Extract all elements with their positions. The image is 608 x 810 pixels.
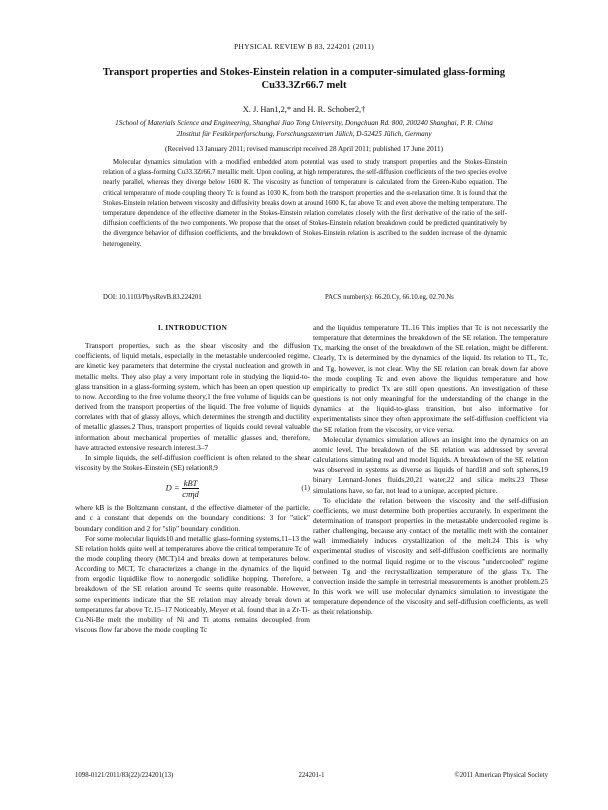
intro-paragraph-5: and the liquidus temperature TL.16 This implies that Tc is not necessarily the temperature that determines the breakdown of the SE relation. The temperature Tx, marking the onset of the breakdown of the SE relation, might be different. Clearly, Tx is determined by the dynamics of the liquid. Its relation to TL, Tc, and Tg, however, is not clear. Why the SE relation can break down far above the mode coupling Tc and even above the liquidus temperature and how empirically to predict Tx are still open questions. An investigation of these questions is not only meaningful for the understanding of the change in the dynamics at the liquid-to-glass transition, but also informative for experimentalists since they often approximate the self-diffusion coefficient via the SE relation from the viscosity, or vice versa. [313, 323, 548, 434]
running-header: PHYSICAL REVIEW B 83, 224201 (2011) [233, 42, 375, 51]
section-heading: I. INTRODUCTION [157, 323, 228, 332]
footer-issn: 1098-0121/2011/83(22)/224201(13) [75, 772, 174, 779]
abstract: Molecular dynamics simulation with a modified embedded atom potential was used to study transport properties and the Stokes-Einstein relation of a glass-forming Cu33.3Zr66.7 metallic melt. Upon cooling, at high temperatures, the self-diffusion coefficients of the two species evolve nearly parallel, whereas they diverge below 1600 K. The viscosity as function of temperature is calculated from the Green-Kubo equation. The critical temperature of mode coupling theory Tc is found as 1030 K, from both the transport properties and the α-relaxation time. It is found that the Stokes-Einstein relation between viscosity and diffusivity breaks down at around 1600 K, far above Tc and even above the melting temperature. The temperature dependence of the effective diameter in the Stokes-Einstein relation correlates closely with the first derivative of the ratio of the self-diffusion coefficients of the two components. We propose that the onset of Stokes-Einstein relation breakdown could be predicted quantitatively by the divergence behavior of diffusion coefficients, and the breakdown of Stokes-Einstein relation is ascribed to the sudden increase of the dynamic heterogeneity. [103, 159, 507, 248]
pacs-numbers: PACS number(s): 66.20.Cy, 66.10.eg, 02.70.Ns [325, 294, 454, 301]
intro-paragraph-3: where kB is the Boltzmann constant, d the effective diameter of the particle, and c a constant that depends on the boundary conditions: 3 for "stick" boundary condition and 2 for "slip" boundary condition. [75, 503, 310, 533]
title-line-1: Transport properties and Stokes-Einstein relation in a computer-simulated glass-forming [102, 67, 506, 78]
footer-page-number: 224201-1 [298, 772, 325, 779]
intro-paragraph-1: Transport properties, such as the shear viscosity and the diffusion coefficients, of liquid metals, especially in the metastable undercooled regime, are kinetic key parameters that determine the crystal nucleation and growth in metallic melts. They also play a very important role in studying the liquid-to-glass transition in a glass-forming system, which has been an open question up to now. According to the free volume theory,1 the free volume of liquids can be derived from the transport properties of the liquid. The free volume of liquids correlates with that of glassy alloys, which determines the strength and ductility of metallic glasses.2 Thus, transport properties of liquids could reveal valuable information about mechanical properties of metallic glasses and, therefore, have attracted extensive research interest.3–7 [75, 341, 310, 452]
equation-1 [75, 473, 310, 503]
equation-denominator: cπηd [182, 488, 199, 499]
equation-number: (1) [301, 483, 310, 493]
paper-title [60, 66, 548, 92]
title-line-2: Cu33.3Zr66.7 melt [261, 80, 347, 91]
equation-lhs: D = [165, 482, 180, 493]
received-dates: (Received 13 January 2011; revised manuscript received 28 April 2011; published 17 June 2011) [164, 145, 444, 153]
intro-paragraph-7: To elucidate the relation between the viscosity and the self-diffusion coefficients, we must determine both properties accurately. In experiment the determination of transport properties in the metastable undercooled regime is rather challenging, because any contact of the metallic melt with the container wall immediately induces crystallization of the melt.24 This is why experimental studies of viscosity and self-diffusion coefficients are normally confined to the normal liquid regime or to the viscous "undercooled" regime between Tg and the recrystallization temperature of the glass Tx. The convection inside the sample in terrestrial measurements is another problem.25 In this work we will use molecular dynamics simulation to investigate the temperature dependence of the viscosity and self-diffusion coefficients, as well as their relationship. [313, 495, 548, 617]
footer-copyright: ©2011 American Physical Society [454, 772, 548, 779]
equation-numerator: kBT [183, 477, 198, 488]
affiliation-1: 1School of Materials Science and Engineering, Shanghai Jiao Tong University, Dongchuan Rd. 800, 200240 Shanghai, P. R. China [115, 119, 493, 127]
intro-paragraph-6: Molecular dynamics simulation allows an insight into the dynamics on an atomic level. The breakdown of the SE relation was addressed by several calculations simulating real and model liquids. A breakdown of the SE relation was observed in systems as diverse as liquids of hard18 and soft spheres,19 binary Lennard-Jones fluids,20,21 water,22 and silica melts.23 These simulations have, so far, not lead to a unique, accepted picture. [313, 434, 548, 495]
intro-paragraph-2: In simple liquids, the self-diffusion coefficient is often related to the shear viscosity by the Stokes-Einstein (SE) relation8,9 [75, 452, 310, 473]
equation-fraction [182, 478, 200, 499]
left-column [75, 323, 310, 635]
right-column [313, 323, 548, 618]
doi-link[interactable]: DOI: 10.1103/PhysRevB.83.224201 [103, 294, 202, 301]
authors: X. J. Han1,2,* and H. R. Schober2,† [242, 105, 366, 114]
affiliation-2: 2Institut für Festkörperforschung, Forschungszentrum Jülich, D-52425 Jülich, Germany [176, 130, 432, 138]
intro-paragraph-4: For some molecular liquids10 and metallic glass-forming systems,11–13 the SE relation holds quite well at temperatures above the critical temperature Tc of the mode coupling theory (MCT)14 and breaks down at temperatures below. According to MCT, Tc characterizes a change in the dynamics of the liquid from ergodic liquidlike flow to nonergodic solidlike hopping. Therefore, a breakdown of the SE relation around Tc seems quite reasonable. However, some experiments indicate that the SE relation may already break down at temperatures far above Tc.15–17 Noticeably, Meyer et al. found that in a Zr-Ti-Cu-Ni-Be melt the mobility of Ni and Ti atoms remains decoupled from viscous flow far above the mode coupling Tc [75, 533, 310, 635]
